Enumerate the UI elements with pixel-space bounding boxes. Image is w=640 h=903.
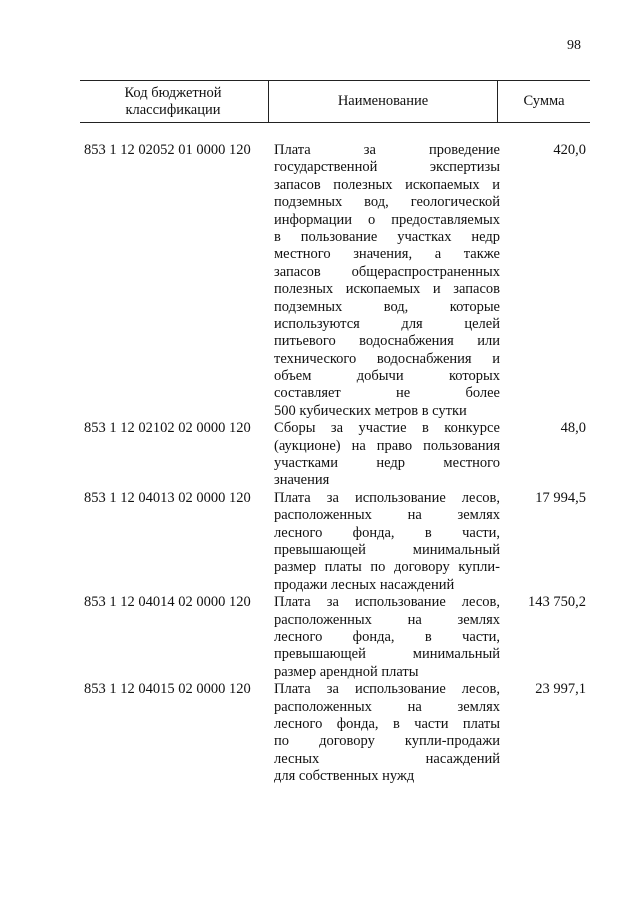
item-name-line: по договору купли-продажи xyxy=(274,733,500,750)
table-body xyxy=(80,142,590,785)
table-row xyxy=(80,490,590,594)
item-name-line: размер арендной платы xyxy=(274,663,419,680)
item-name xyxy=(274,420,500,490)
item-name-line: Плата за использование лесов, xyxy=(274,489,500,506)
item-name-line: лесного фонда, в части, xyxy=(274,524,500,541)
item-name xyxy=(274,142,500,420)
item-name-line: подземных вод, которые xyxy=(274,298,500,315)
item-name-line: информации о предоставляемых xyxy=(274,211,500,228)
page-number: 98 xyxy=(567,38,581,53)
item-name-line: расположенных на землях xyxy=(274,698,500,715)
item-name-line: Плата за использование лесов, xyxy=(274,594,500,611)
item-name-line: подземных вод, геологической xyxy=(274,194,500,211)
budget-code: 853 1 12 04013 02 0000 120 xyxy=(84,489,251,506)
item-name-line: лесных насаждений xyxy=(274,750,500,767)
budget-code: 853 1 12 02102 02 0000 120 xyxy=(84,420,251,437)
item-name-line: превышающей минимальный xyxy=(274,646,500,663)
item-name-line: Сборы за участие в конкурсе xyxy=(274,420,500,437)
budget-code: 853 1 12 04015 02 0000 120 xyxy=(84,681,251,698)
item-name-line: местного значения, а также xyxy=(274,246,500,263)
amount: 420,0 xyxy=(553,142,586,158)
item-name-line: расположенных на землях xyxy=(274,611,500,628)
item-name-line: значения xyxy=(274,472,330,489)
amount: 143 750,2 xyxy=(528,594,586,611)
amount: 17 994,5 xyxy=(535,489,586,506)
item-name-line: технического водоснабжения и xyxy=(274,350,500,367)
item-name-line: питьевого водоснабжения или xyxy=(274,333,500,350)
table-row xyxy=(80,594,590,681)
header-code: Код бюджетной классификации xyxy=(124,84,222,118)
amount: 48,0 xyxy=(560,420,586,437)
item-name-line: лесного фонда, в части, xyxy=(274,628,500,645)
item-name xyxy=(274,681,500,785)
item-name-line: расположенных на землях xyxy=(274,507,500,524)
item-name-line: Плата за проведение xyxy=(274,142,500,158)
item-name-line: запасов полезных ископаемых и xyxy=(274,176,500,193)
header-name: Наименование xyxy=(268,81,498,122)
item-name-line: составляет не более xyxy=(274,385,500,402)
table-row xyxy=(80,142,590,420)
budget-code: 853 1 12 04014 02 0000 120 xyxy=(84,594,251,611)
budget-code: 853 1 12 02052 01 0000 120 xyxy=(84,142,251,158)
item-name-line: используются для целей xyxy=(274,315,500,332)
item-name-line: продажи лесных насаждений xyxy=(274,576,455,593)
table-row xyxy=(80,681,590,785)
header-sum: Сумма xyxy=(523,93,565,109)
item-name-line: Плата за использование лесов, xyxy=(274,681,500,698)
item-name-line: запасов общераспространенных xyxy=(274,263,500,280)
item-name xyxy=(274,490,500,594)
table-row xyxy=(80,420,590,490)
item-name-line: размер платы по договору купли- xyxy=(274,559,500,576)
item-name xyxy=(274,594,500,681)
item-name-line: превышающей минимальный xyxy=(274,541,500,558)
amount: 23 997,1 xyxy=(535,681,586,698)
table-header xyxy=(80,80,590,123)
item-name-line: (аукционе) на право пользования xyxy=(274,437,500,454)
item-name-line: участками недр местного xyxy=(274,455,500,472)
item-name-line: 500 кубических метров в сутки xyxy=(274,402,467,419)
item-name-line: объем добычи которых xyxy=(274,368,500,385)
item-name-line: для собственных нужд xyxy=(274,768,415,785)
item-name-line: в пользование участках недр xyxy=(274,228,500,245)
item-name-line: полезных ископаемых и запасов xyxy=(274,281,500,298)
item-name-line: государственной экспертизы xyxy=(274,159,500,176)
item-name-line: лесного фонда, в части платы xyxy=(274,715,500,732)
